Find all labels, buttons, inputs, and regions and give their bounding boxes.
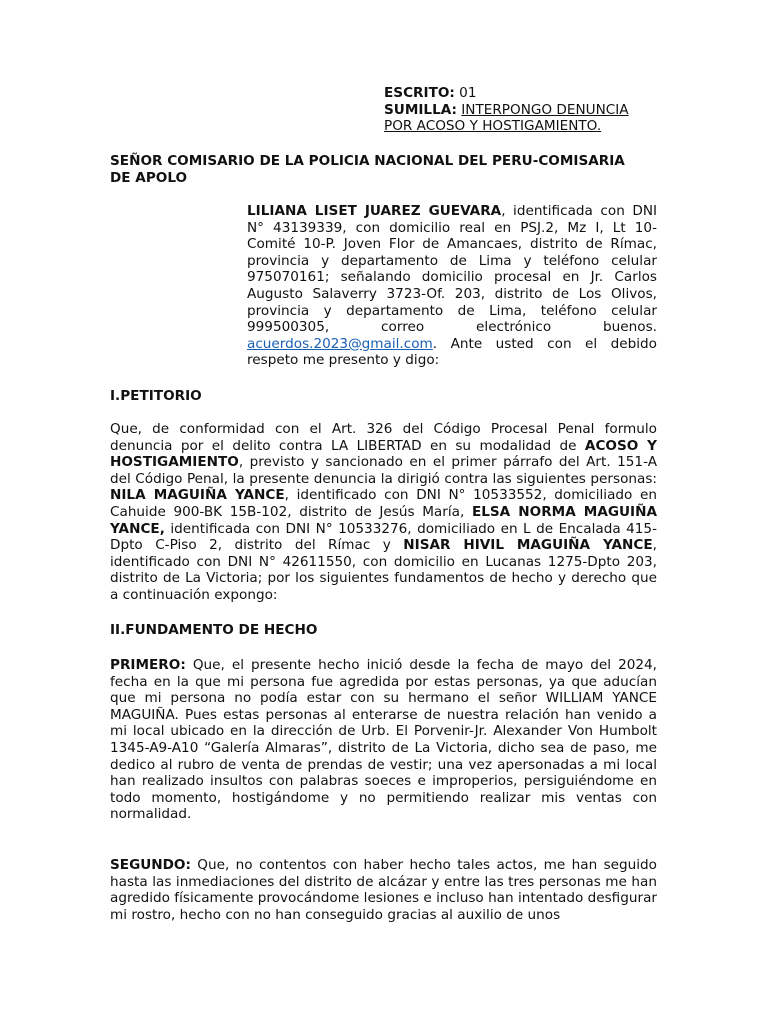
document-header — [384, 85, 684, 135]
email-link[interactable]: acuerdos.2023@gmail.com — [247, 335, 433, 352]
petitorio-paragraph — [110, 421, 657, 604]
petitorio-heading-text: I.PETITORIO — [110, 388, 202, 404]
intro-text-1: , identificada con DNI N° 43139339, con domicilio real en PSJ.2, Mz I, Lt 10-Comité 10-P. Joven Flor de Amancaes, distrito de Rímac, provincia y departamento de Lima y teléfono celular 975070161; señalando domicilio procesal en Jr. Carlos Augusto Salaverry 3723-Of. 203, distrito de Los Olivos, provincia y departamento de Lima, teléfono celular 999500305, correo electrónico buenos. — [247, 203, 657, 336]
intro-paragraph — [247, 203, 657, 369]
complainant-name: LILIANA LISET JUAREZ GUEVARA — [247, 203, 502, 219]
petitorio-text-2: , previsto y sancionado en el primer párrafo del Art. 151-A del Código Penal, la presente denuncia la dirigió contra las siguientes personas: — [110, 454, 657, 487]
petitorio-text-5: , identificado con DNI N° 42611550, con domicilio en Lucanas 1275-Dpto 203, distrito de La Victoria; por los siguientes fundamentos de hecho y derecho que a continuación expongo: — [110, 537, 657, 603]
petitorio-bold-4: NISAR HIVIL MAGUIÑA YANCE — [403, 537, 653, 554]
segundo-paragraph — [110, 857, 657, 923]
sumilla-text-1: INTERPONGO DENUNCIA — [461, 101, 629, 118]
petitorio-heading — [110, 388, 657, 405]
escrito-value: 01 — [454, 85, 477, 101]
petitorio-text-1: Que, de conformidad con el Art. 326 del Código Procesal Penal formulo denuncia por el delito contra LA LIBERTAD en su modalidad de — [110, 421, 657, 454]
escrito-line — [384, 85, 684, 102]
segundo-text: Que, no contentos con haber hecho tales actos, me han seguido hasta las inmediaciones del distrito de alcázar y entre las tres personas me han agredido físicamente provocándome lesiones e incluso han intentado desfigurar mi rostro, hecho con no han conseguido gracias al auxilio de unos — [110, 857, 657, 923]
sumilla-line — [384, 102, 684, 119]
fundamento-heading-text: II.FUNDAMENTO DE HECHO — [110, 622, 318, 638]
sumilla-text-2: POR ACOSO Y HOSTIGAMIENTO. — [384, 118, 602, 135]
petitorio-bold-3: ELSA NORMA MAGUIÑA YANCE, — [110, 503, 657, 537]
primero-label: PRIMERO: — [110, 657, 186, 673]
petitorio-bold-1: ACOSO Y HOSTIGAMIENTO — [110, 437, 657, 471]
intro-text-2: . Ante usted con el debido respeto me presento y digo: — [247, 335, 657, 369]
primero-text: Que, el presente hecho inició desde la fecha de mayo del 2024, fecha en la que mi persona fue agredida por estas personas, ya que aducían que mi persona no podía estar con su hermano el señor WILLIAM YANCE MAGUIÑA. Pues estas personas al enterarse de nuestra relación han venido a mi local ubicado en la dirección de Urb. El Porvenir-Jr. Alexander Von Humbolt 1345-A9-A10 “Galería Almaras”, distrito de La Victoria, dicho sea de paso, me dedico al rubro de venta de prendas de vestir; una vez apersonadas a mi local han realizado insultos con palabras soeces e improperios, persiguiéndome en todo momento, hostigándome y no permitiendo realizar mis ventas con normalidad. — [110, 657, 657, 823]
fundamento-heading — [110, 622, 657, 639]
sumilla-label: SUMILLA: — [384, 101, 457, 118]
sumilla-line-2 — [384, 118, 684, 135]
primero-paragraph — [110, 657, 657, 823]
segundo-label: SEGUNDO: — [110, 857, 191, 873]
petitorio-bold-2: NILA MAGUIÑA YANCE — [110, 487, 285, 504]
addressee: SEÑOR COMISARIO DE LA POLICIA NACIONAL DEL PERU-COMISARIA DE APOLO — [110, 153, 625, 186]
escrito-label: ESCRITO: — [384, 85, 455, 101]
petitorio-text-3: , identificado con DNI N° 10533552, domiciliado en Cahuide 900-BK 15B-102, distrito de Jesús María, — [110, 487, 657, 520]
petitorio-text-4: identificada con DNI N° 10533276, domiciliado en L de Encalada 415-Dpto C-Piso 2, distrito del Rímac y — [110, 520, 657, 554]
